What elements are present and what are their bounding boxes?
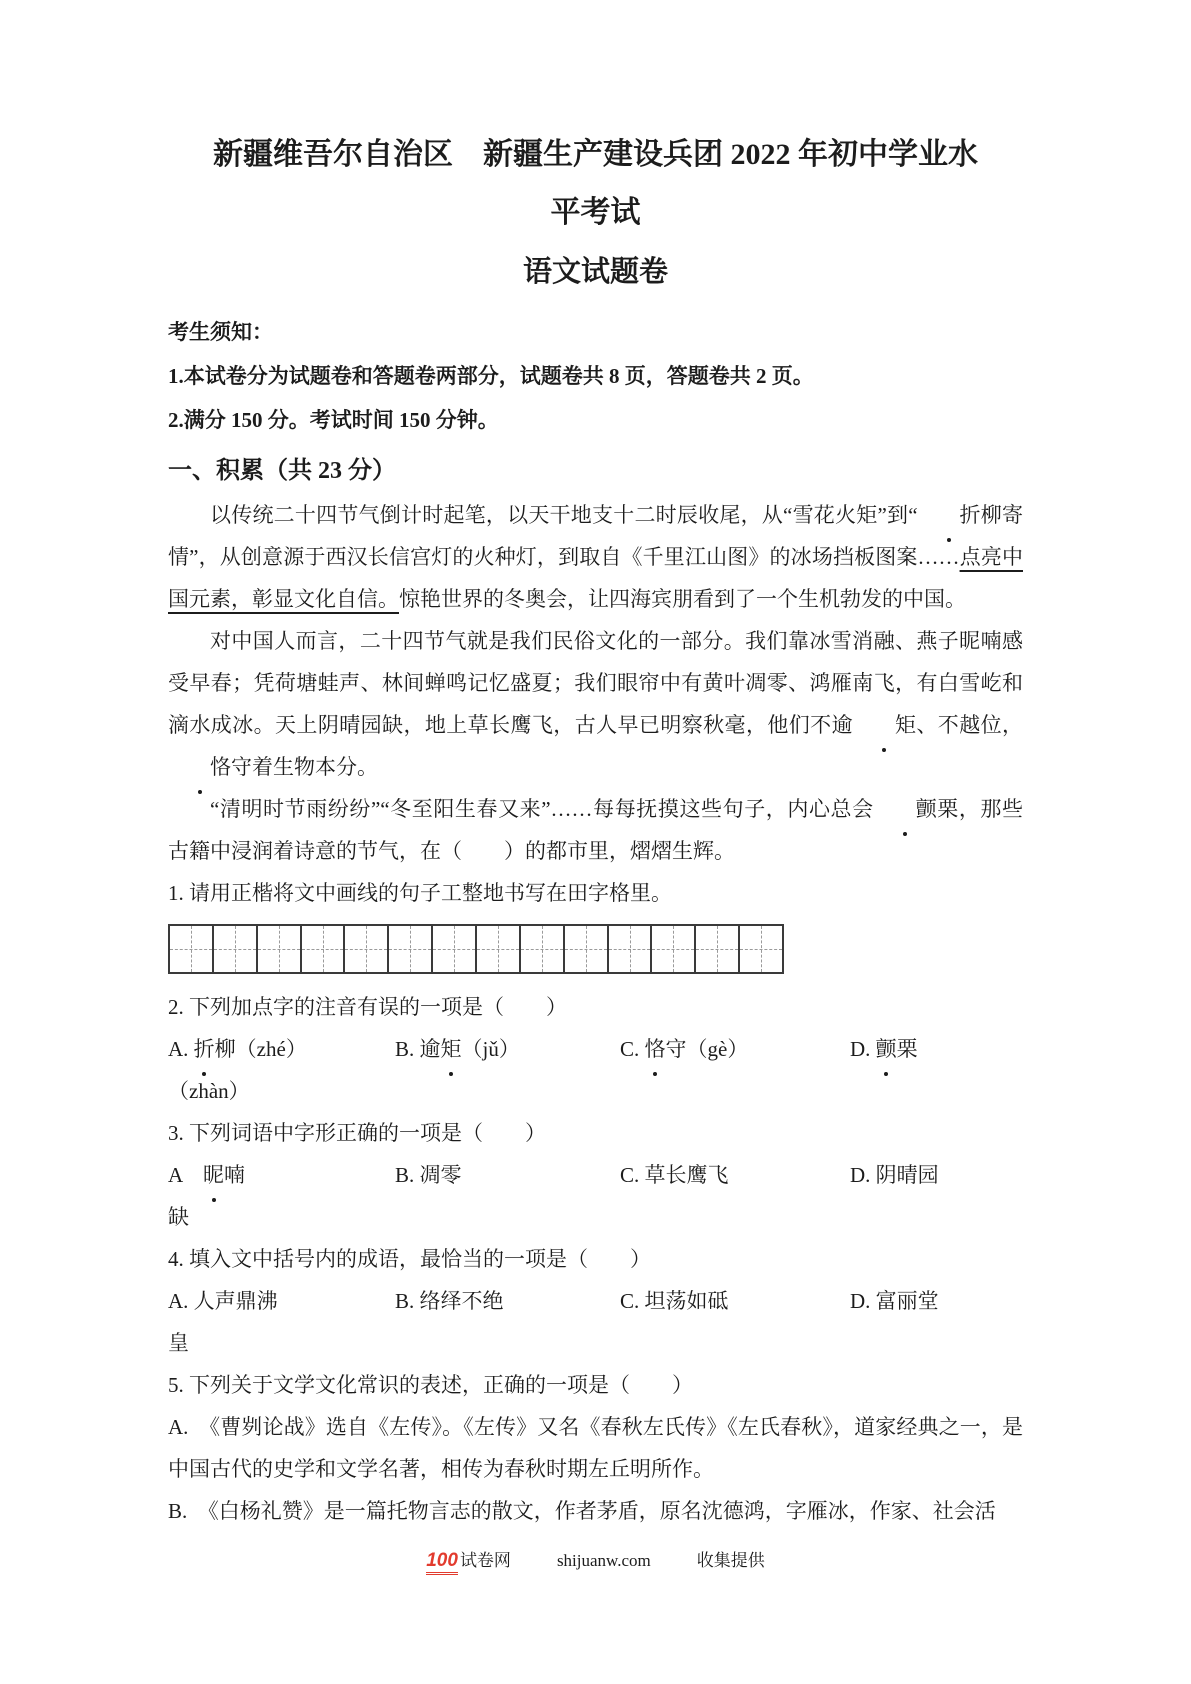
grid-cell (477, 926, 521, 972)
grid-cell (609, 926, 653, 972)
question-4-options (168, 1280, 1023, 1322)
question-4-option-a: A. 人声鼎沸 (168, 1289, 278, 1313)
footer-suffix: 收集提供 (696, 1551, 765, 1570)
question-2-option-a: A. 折柳（zhé） (168, 1028, 395, 1070)
question-3-option-d: D. 阴晴园 (850, 1163, 939, 1187)
question-4-option-b: B. 络绎不绝 (395, 1289, 504, 1313)
question-3-stem: 3. 下列词语中字形正确的一项是（ ） (168, 1121, 546, 1145)
paper-subtitle: 语文试题卷 (522, 256, 668, 288)
grid-cell (433, 926, 477, 972)
logo-100-icon: 100 (426, 1550, 458, 1575)
footer-domain: shijuanw.com (556, 1551, 651, 1570)
question-2-options (168, 1028, 1023, 1070)
page-footer (0, 1546, 1191, 1572)
grid-cell (740, 926, 782, 972)
question-3-options (168, 1154, 1023, 1196)
question-4-stem: 4. 填入文中括号内的成语，最恰当的一项是（ ） (168, 1247, 651, 1271)
paper-title-line2: 平考试 (550, 196, 641, 229)
question-4-option-c: C. 坦荡如砥 (620, 1289, 729, 1313)
section-1-heading: 一、积累（共 23 分） (168, 458, 396, 484)
question-3-option-a: A 昵喃 (168, 1154, 395, 1196)
notice-item-2: 2.满分 150 分。考试时间 150 分钟。 (168, 408, 499, 432)
grid-cell (302, 926, 346, 972)
question-4-option-d-overflow: 皇 (168, 1331, 189, 1355)
intro-paragraph-2: 对中国人而言，二十四节气就是我们民俗文化的一部分。我们靠冰雪消融、燕子昵喃感受早春；凭荷塘蛙声、林间蝉鸣记忆盛夏；我们眼帘中有黄叶凋零、鸿雁南飞，有白雪屹和滴水成冰。天上阴晴园缺，地上草长鹰飞，古人早已明察秋毫，他们不逾 矩、不越位，恪守着生物本分。 (168, 620, 1023, 788)
question-5-stem: 5. 下列关于文学文化常识的表述，正确的一项是（ ） (168, 1373, 693, 1397)
grid-cell (170, 926, 214, 972)
question-2-option-d-overflow: （zhàn） (168, 1079, 250, 1103)
notice-heading: 考生须知： (168, 320, 273, 344)
grid-cell (521, 926, 565, 972)
question-2-option-c: C. 恪守（gè） (620, 1028, 850, 1070)
question-4-option-d: D. 富丽堂 (850, 1289, 939, 1313)
grid-cell (214, 926, 258, 972)
question-5-option-a: A. 《曹刿论战》选自《左传》。《左传》又名《春秋左氏传》《左氏春秋》，道家经典之一，是中国古代的史学和文学名著，相传为春秋时期左丘明所作。 (168, 1415, 1023, 1481)
question-2-option-d: D. 颤栗 (850, 1028, 1023, 1070)
question-3-option-d-overflow: 缺 (168, 1205, 189, 1229)
grid-cell (652, 926, 696, 972)
writing-grid (168, 924, 784, 974)
question-2-option-b: B. 逾矩（jǔ） (395, 1028, 620, 1070)
question-2-stem: 2. 下列加点字的注音有误的一项是（ ） (168, 995, 567, 1019)
question-5-option-b: B. 《白杨礼赞》是一篇托物言志的散文，作者茅盾，原名沈德鸿，字雁冰，作家、社会活 (168, 1499, 996, 1523)
grid-cell (345, 926, 389, 972)
paper-title (168, 126, 1023, 242)
intro-paragraph-3: “清明时节雨纷纷”“冬至阳生春又来”……每每抚摸这些句子，内心总会 颤栗，那些古籍中浸润着诗意的节气，在（ ）的都市里，熠熠生辉。 (168, 788, 1023, 872)
grid-cell (565, 926, 609, 972)
grid-cell (696, 926, 740, 972)
shijuanw-logo (426, 1546, 511, 1572)
logo-site-name: 试卷网 (459, 1551, 511, 1570)
notice-item-1: 1.本试卷分为试题卷和答题卷两部分，试题卷共 8 页，答题卷共 2 页。 (168, 364, 814, 388)
question-3-option-b: B. 凋零 (395, 1163, 462, 1187)
question-3-option-c: C. 草长鹰飞 (620, 1163, 729, 1187)
grid-cell (258, 926, 302, 972)
question-1-stem: 1. 请用正楷将文中画线的句子工整地书写在田字格里。 (168, 881, 672, 905)
intro-paragraph-1: 以传统二十四节气倒计时起笔，以天干地支十二时辰收尾，从“雪花火矩”到“ 折柳寄情”，从创意源于西汉长信宫灯的火种灯，到取自《千里江山图》的冰场挡板图案……点亮中国元素，彰显文化自信。惊艳世界的冬奥会，让四海宾朋看到了一个生机勃发的中国。 (168, 494, 1023, 620)
paper-title-line1: 新疆维吾尔自治区 新疆生产建设兵团 2022 年初中学业水 (213, 138, 978, 171)
grid-cell (389, 926, 433, 972)
